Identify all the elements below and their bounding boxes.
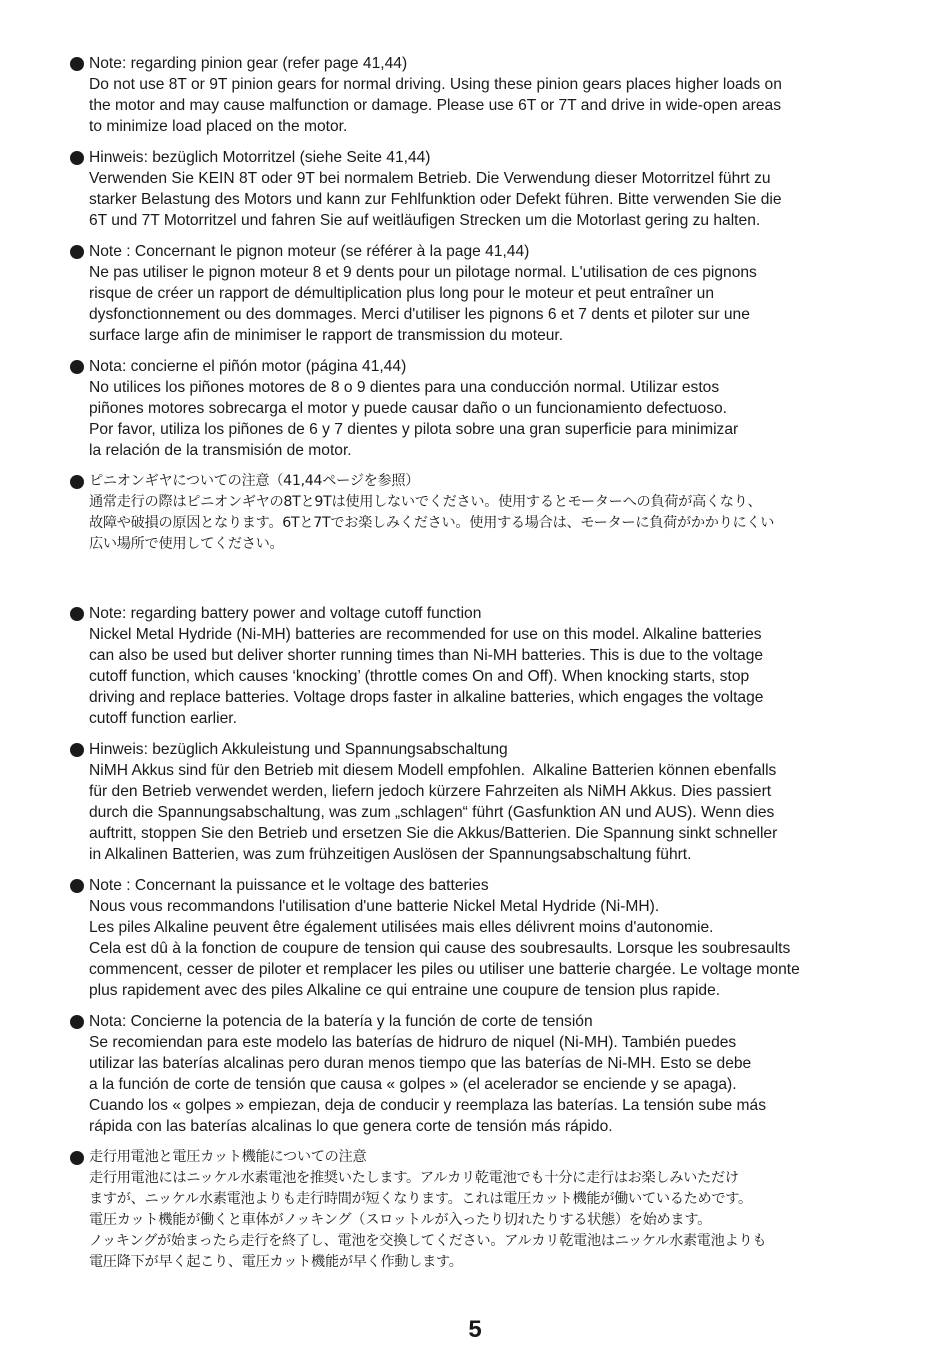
note-line: Ne pas utiliser le pignon moteur 8 et 9 dents pour un pilotage normal. L'utilisation de ces pignons	[89, 264, 757, 281]
note-line: cutoff function earlier.	[89, 710, 237, 727]
note-line: ますが、ニッケル水素電池よりも走行時間が短くなります。これは電圧カット機能が働いているためです。	[89, 1191, 752, 1207]
note-line: piñones motores sobrecarga el motor y puede causar daño o un funcionamiento defectuoso.	[89, 400, 728, 417]
note-line: auftritt, stoppen Sie den Betrieb und ersetzen Sie die Akkus/Batterien. Die Spannung sinkt schneller	[89, 825, 778, 842]
note-line: 広い場所で使用してください。	[89, 536, 284, 552]
note-heading: ピニオンギヤについての注意（41,44ページを参照）	[89, 473, 420, 489]
note-heading: Nota: concierne el piñón motor (página 41,44)	[89, 358, 407, 375]
note-line: la relación de la transmisión de motor.	[89, 442, 352, 459]
note-line: Cuando los « golpes » empiezan, deja de conducir y reemplaza las baterías. La tensión sube más	[89, 1097, 767, 1114]
note-line: to minimize load placed on the motor.	[89, 118, 348, 135]
note-line: für den Betrieb verwendet werden, liefern jedoch kürzere Fahrzeiten als NiMH Akkus. Dies passiert	[89, 783, 772, 800]
note-heading: Note: regarding battery power and voltage cutoff function	[89, 605, 482, 622]
note-es	[70, 356, 900, 461]
note-line: Les piles Alkaline peuvent être également utilisées mais elles délivrent moins d'autonomie.	[89, 919, 714, 936]
note-line: utilizar las baterías alcalinas pero duran menos tiempo que las baterías de Ni-MH. Esto se debe	[89, 1055, 752, 1072]
note-line: rápida con las baterías alcalinas lo que genera corte de tensión más rápido.	[89, 1118, 613, 1135]
note-line: in Alkalinen Batterien, was zum frühzeitigen Auslösen der Spannungsabschaltung führt.	[89, 846, 692, 863]
bullet-icon	[70, 475, 84, 489]
note-line: Nickel Metal Hydride (Ni-MH) batteries are recommended for use on this model. Alkaline batteries	[89, 626, 762, 643]
bullet-icon	[70, 607, 84, 621]
note-line: Se recomiendan para este modelo las baterías de hidruro de niquel (Ni-MH). También puedes	[89, 1034, 737, 1051]
bullet-icon	[70, 879, 84, 893]
note-line: surface large afin de minimiser le rapport de transmission du moteur.	[89, 327, 564, 344]
bullet-icon	[70, 245, 84, 259]
note-line: a la función de corte de tensión que causa « golpes » (el acelerador se enciende y se apaga).	[89, 1076, 737, 1093]
note-line: Nous vous recommandons l'utilisation d'une batterie Nickel Metal Hydride (Ni-MH).	[89, 898, 660, 915]
note-line: 6T und 7T Motorritzel und fahren Sie auf weitläufigen Strecken um die Motorlast gering zu halten.	[89, 212, 761, 229]
note-line: plus rapidement avec des piles Alkaline ce qui entraine une coupure de tension plus rapide.	[89, 982, 721, 999]
note-line: Cela est dû à la fonction de coupure de tension qui cause des soubresaults. Lorsque les soubresaults	[89, 940, 791, 957]
note-line: Verwenden Sie KEIN 8T oder 9T bei normalem Betrieb. Die Verwendung dieser Motorritzel führt zu	[89, 170, 771, 187]
note-heading: Nota: Concierne la potencia de la batería y la función de corte de tensión	[89, 1013, 593, 1030]
note-ja	[70, 1147, 900, 1273]
bullet-icon	[70, 57, 84, 71]
note-fr	[70, 875, 900, 1001]
note-line: risque de créer un rapport de démultiplication plus long pour le moteur et peut entraîner un	[89, 285, 714, 302]
note-ja	[70, 471, 900, 555]
note-line: 電圧カット機能が働くと車体がノッキング（スロットルが入ったり切れたりする状態）を始めます。	[89, 1212, 711, 1228]
note-de	[70, 739, 900, 865]
note-heading: Note : Concernant la puissance et le voltage des batteries	[89, 877, 489, 894]
note-line: durch die Spannungsabschaltung, was zum „schlagen“ führt (Gasfunktion AN und AUS). Wenn dies	[89, 804, 775, 821]
battery-notes	[70, 603, 900, 1283]
note-line: 故障や破損の原因となります。6Tと7Tでお楽しみください。使用する場合は、モーターに負荷がかかりにくい	[89, 515, 775, 531]
note-en	[70, 603, 900, 729]
note-line: driving and replace batteries. Voltage drops faster in alkaline batteries, which engages the voltage	[89, 689, 764, 706]
bullet-icon	[70, 1015, 84, 1029]
note-line: No utilices los piñones motores de 8 o 9 dientes para una conducción normal. Utilizar estos	[89, 379, 720, 396]
note-line: dysfonctionnement ou des dommages. Merci d'utiliser les pignons 6 et 7 dents et piloter sur une	[89, 306, 750, 323]
page-number: 5	[468, 1316, 482, 1343]
note-fr	[70, 241, 900, 346]
note-de	[70, 147, 900, 231]
pinion-gear-notes	[70, 53, 900, 565]
note-line: commencent, cesser de piloter et remplacer les piles ou utiliser une batterie chargée. Le voltage monte	[89, 961, 800, 978]
note-line: cutoff function, which causes ‘knocking’ (throttle comes On and Off). When knocking starts, stop	[89, 668, 750, 685]
note-line: starker Belastung des Motors und kann zur Fehlfunktion oder Defekt führen. Bitte verwenden Sie die	[89, 191, 782, 208]
bullet-icon	[70, 151, 84, 165]
note-line: Do not use 8T or 9T pinion gears for normal driving. Using these pinion gears places higher loads on	[89, 76, 782, 93]
note-line: NiMH Akkus sind für den Betrieb mit diesem Modell empfohlen. Alkaline Batterien können ebenfalls	[89, 762, 777, 779]
note-heading: 走行用電池と電圧カット機能についての注意	[89, 1149, 367, 1165]
bullet-icon	[70, 360, 84, 374]
note-line: the motor and may cause malfunction or damage. Please use 6T or 7T and drive in wide-open areas	[89, 97, 782, 114]
note-heading: Note : Concernant le pignon moteur (se référer à la page 41,44)	[89, 243, 530, 260]
note-heading: Note: regarding pinion gear (refer page 41,44)	[89, 55, 408, 72]
note-heading: Hinweis: bezüglich Akkuleistung und Spannungsabschaltung	[89, 741, 508, 758]
bullet-icon	[70, 1151, 84, 1165]
note-heading: Hinweis: bezüglich Motorritzel (siehe Seite 41,44)	[89, 149, 431, 166]
note-en	[70, 53, 900, 137]
note-line: ノッキングが始まったら走行を終了し、電池を交換してください。アルカリ乾電池はニッケル水素電池よりも	[89, 1233, 767, 1249]
note-line: can also be used but deliver shorter running times than Ni-MH batteries. This is due to the voltage	[89, 647, 764, 664]
note-line: 通常走行の際はピニオンギヤの8Tと9Tは使用しないでください。使用するとモーターへの負荷が高くなり、	[89, 494, 762, 510]
note-es	[70, 1011, 900, 1137]
note-line: 走行用電池にはニッケル水素電池を推奨いたします。アルカリ乾電池でも十分に走行はお楽しみいただけ	[89, 1170, 739, 1186]
bullet-icon	[70, 743, 84, 757]
note-line: 電圧降下が早く起こり、電圧カット機能が早く作動します。	[89, 1254, 463, 1270]
note-line: Por favor, utiliza los piñones de 6 y 7 dientes y pilota sobre una gran superficie para minimizar	[89, 421, 739, 438]
